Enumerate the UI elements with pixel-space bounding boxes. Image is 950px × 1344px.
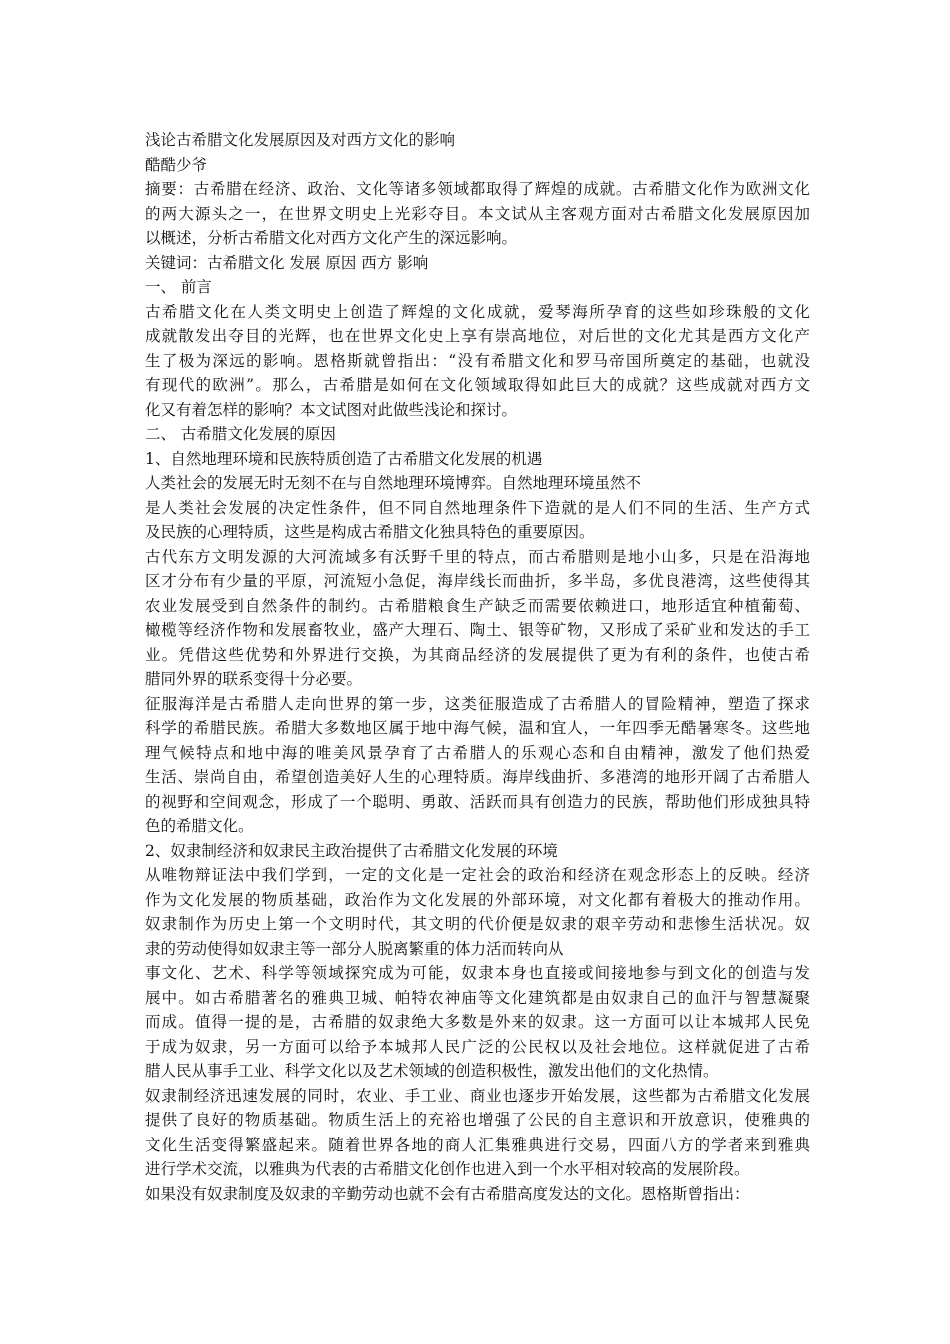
text-line: 文化生活变得繁盛起来。随着世界各地的商人汇集雅典进行交易，四面八方的学者来到雅典 [145,1135,810,1154]
text-line: 有现代的欧洲”。那么，古希腊是如何在文化领域取得如此巨大的成就？这些成就对西方文 [145,376,810,394]
text-line: 展中。如古希腊著名的雅典卫城、帕特农神庙等文化建筑都是由奴隶自己的血汗与智慧凝聚 [145,988,810,1007]
text-line: 摘要：古希腊在经济、政治、文化等诸多领域都取得了辉煌的成就。古希腊文化作为欧洲文化 [145,180,810,198]
text-line: 的两大源头之一，在世界文明史上光彩夺目。本文试从主客观方面对古希腊文化发展原因加 [145,204,810,223]
text-line: 从唯物辩证法中我们学到，一定的文化是一定社会的政治和经济在观念形态上的反映。经济 [145,866,810,884]
text-line: 而成。值得一提的是，古希腊的奴隶绝大多数是外来的奴隶。这一方面可以让本城邦人民免 [145,1013,810,1031]
text-line: 以概述，分析古希腊文化对西方文化产生的深远影响。 [145,229,518,247]
text-line: 古希腊文化在人类文明史上创造了辉煌的文化成就，爱琴海所孕育的这些如珍珠般的文化 [145,302,810,321]
text-line: 成就散发出夺目的光辉，也在世界文化史上享有崇高地位，对后世的文化尤其是西方文化产 [145,327,810,345]
text-line: 提供了良好的物质基础。物质生活上的充裕也增强了公民的自主意识和开放意识，使雅典的 [145,1111,810,1129]
document-author: 酷酷少爷 [145,155,208,174]
text-line: 的视野和空间观念，形成了一个聪明、勇敢、活跃而具有创造力的民族，帮助他们形成独具特 [145,792,810,811]
text-line: 古代东方文明发源的大河流域多有沃野千里的特点，而古希腊则是地小山多，只是在沿海地 [145,547,810,566]
text-line: 隶的劳动使得如奴隶主等一部分人脱离繁重的体力活而转向从 [145,939,564,958]
text-line: 是人类社会发展的决定性条件，但不同自然地理条件下造就的是人们不同的生活、生产方式 [145,498,810,517]
text-line: 如果没有奴隶制度及奴隶的辛勤劳动也就不会有古希腊高度发达的文化。恩格斯曾指出： [145,1184,750,1203]
text-line: 人类社会的发展无时无刻不在与自然地理环境博弈。自然地理环境虽然不 [145,474,642,492]
text-line: 区才分布有少量的平原，河流短小急促，海岸线长而曲折，多半岛，多优良港湾，这些使得其 [145,572,810,590]
text-line: 进行学术交流，以雅典为代表的古希腊文化创作也进入到一个水平相对较高的发展阶段。 [145,1160,750,1178]
text-line: 二、 古希腊文化发展的原因 [145,425,336,443]
text-line: 腊同外界的联系变得十分必要。 [145,670,363,688]
text-line: 及民族的心理特质，这些是构成古希腊文化独具特色的重要原因。 [145,523,595,541]
text-line: 色的希腊文化。 [145,817,254,835]
text-line: 奴隶制经济迅速发展的同时，农业、手工业、商业也逐步开始发展，这些都为古希腊文化发展 [145,1086,810,1105]
text-line: 农业发展受到自然条件的制约。古希腊粮食生产缺乏而需要依赖进口，地形适宜种植葡萄、 [145,596,810,615]
text-line: 化又有着怎样的影响？本文试图对此做些浅论和探讨。 [145,400,518,419]
document-body [145,177,810,1206]
text-line: 奴隶制作为历史上第一个文明时代，其文明的代价便是奴隶的艰辛劳动和悲惨生活状况。奴 [145,915,810,933]
text-line: 一、 前言 [145,278,212,296]
document-title: 浅论古希腊文化发展原因及对西方文化的影响 [145,131,456,149]
text-line: 生活、崇尚自由，希望创造美好人生的心理特质。海岸线曲折、多港湾的地形开阔了古希腊人 [145,768,810,786]
document-page [145,128,810,1206]
text-line: 1、自然地理环境和民族特质创造了古希腊文化发展的机遇 [145,449,543,468]
text-line: 橄榄等经济作物和发展畜牧业，盛产大理石、陶土、银等矿物，又形成了采矿业和发达的手工 [145,621,810,639]
text-line: 理气候特点和地中海的唯美风景孕育了古希腊人的乐观心态和自由精神，激发了他们热爱 [145,743,810,762]
text-line: 生了极为深远的影响。恩格斯就曾指出：“没有希腊文化和罗马帝国所奠定的基础，也就没 [145,351,810,370]
text-line: 关键词：古希腊文化 发展 原因 西方 影响 [145,253,429,272]
text-line: 业。凭借这些优势和外界进行交换，为其商品经济的发展提供了更为有利的条件，也使古希 [145,645,810,664]
text-line: 征服海洋是古希腊人走向世界的第一步，这类征服造成了古希腊人的冒险精神，塑造了探求 [145,694,810,713]
text-line: 于成为奴隶，另一方面可以给予本城邦人民广泛的公民权以及社会地位。这样就促进了古希 [145,1037,810,1056]
text-line: 事文化、艺术、科学等领域探究成为可能，奴隶本身也直接或间接地参与到文化的创造与发 [145,964,810,982]
text-line: 作为文化发展的物质基础，政治作为文化发展的外部环境，对文化都有着极大的推动作用。 [145,890,810,909]
text-line: 2、奴隶制经济和奴隶民主政治提供了古希腊文化发展的环境 [145,841,558,860]
text-line: 科学的希腊民族。希腊大多数地区属于地中海气候，温和宜人，一年四季无酷暑寒冬。这些地 [145,719,810,737]
text-line: 腊人民从事手工业、科学文化以及艺术领域的创造积极性，激发出他们的文化热情。 [145,1062,719,1080]
